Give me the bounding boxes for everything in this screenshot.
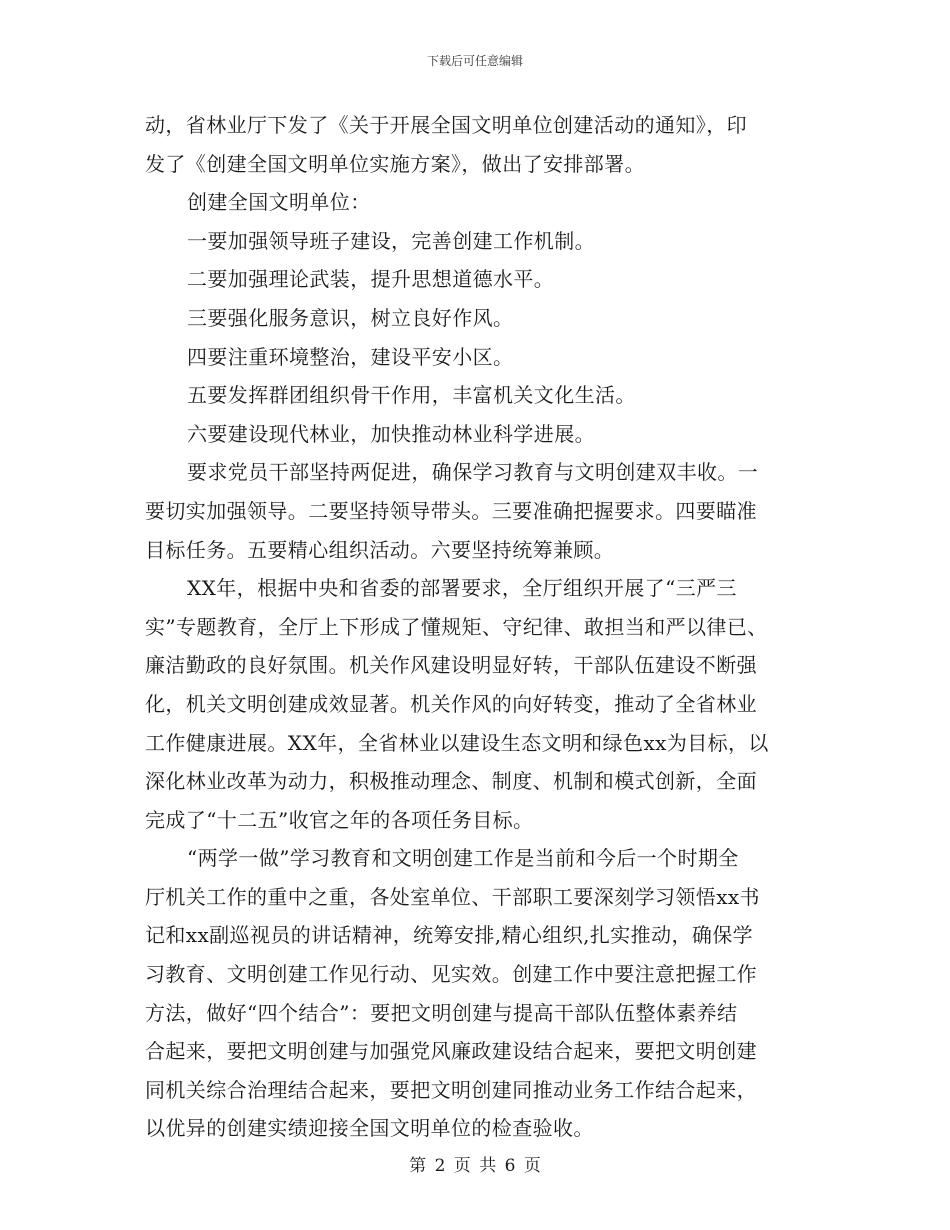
text-line: XX年，根据中央和省委的部署要求，全厅组织开展了“三严三: [187, 576, 737, 601]
text-line: 习教育、文明创建工作见行动、见实效。创建工作中要注意把握工作: [145, 962, 757, 987]
text-line: 记和xx副巡视员的讲话精神，统筹安排,精心组织,扎实推动，确保学: [145, 923, 754, 948]
text-line: 方法，做好“四个结合”：要把文明创建与提高干部队伍整体素养结: [145, 1000, 738, 1025]
text-line: 工作健康进展。XX年，全省林业以建设生态文明和绿色xx为目标，以: [145, 730, 769, 755]
text-line: 廉洁勤政的良好氛围。机关作风建设明显好转，干部队伍建设不断强: [145, 653, 757, 678]
text-line: 完成了“十二五”收官之年的各项任务目标。: [145, 807, 534, 832]
text-line: 以优异的创建实绩迎接全国文明单位的检查验收。: [145, 1116, 594, 1141]
text-line: 五要发挥群团组织骨干作用，丰富机关文化生活。: [187, 383, 636, 408]
page-header: 下载后可任意编辑: [426, 54, 523, 68]
text-line: 四要注重环境整治，建设平安小区。: [187, 344, 514, 369]
text-line: 化，机关文明创建成效显著。机关作风的向好转变，推动了全省林业: [145, 691, 757, 716]
text-line: 三要强化服务意识，树立良好作风。: [187, 305, 514, 330]
text-line: 发了《创建全国文明单位实施方案》，做出了安排部署。: [145, 151, 645, 176]
text-line: 二要加强理论武装，提升思想道德水平。: [187, 267, 555, 292]
text-line: 实”专题教育，全厅上下形成了懂规矩、守纪律、敢担当和严以律已、: [145, 614, 768, 639]
text-line: 要切实加强领导。二要坚持领导带头。三要准确把握要求。四要瞄准: [145, 498, 757, 523]
text-line: 目标任务。五要精心组织活动。六要坚持统筹兼顾。: [145, 537, 615, 562]
text-line: 厅机关工作的重中之重，各处室单位、干部职工要深刻学习领悟xx书: [145, 884, 760, 909]
document-body: [145, 106, 805, 1148]
page-number: 第 2 页 共 6 页: [409, 1156, 541, 1176]
text-line: 创建全国文明单位：: [187, 190, 371, 215]
text-line: 要求党员干部坚持两促进，确保学习教育与文明创建双丰收。一: [187, 460, 759, 485]
text-line: 合起来，要把文明创建与加强党风廉政建设结合起来，要把文明创建: [145, 1039, 757, 1064]
text-line: 动，省林业厅下发了《关于开展全国文明单位创建活动的通知》，印: [145, 113, 747, 137]
text-line: 深化林业改革为动力，积极推动理念、制度、机制和模式创新，全面: [145, 769, 757, 794]
text-line: 同机关综合治理结合起来，要把文明创建同推动业务工作结合起来，: [145, 1077, 757, 1102]
text-line: 六要建设现代林业，加快推动林业科学进展。: [187, 421, 595, 446]
text-line: 一要加强领导班子建设，完善创建工作机制。: [187, 228, 595, 253]
text-line: “两学一做”学习教育和文明创建工作是当前和今后一个时期全: [187, 846, 739, 871]
